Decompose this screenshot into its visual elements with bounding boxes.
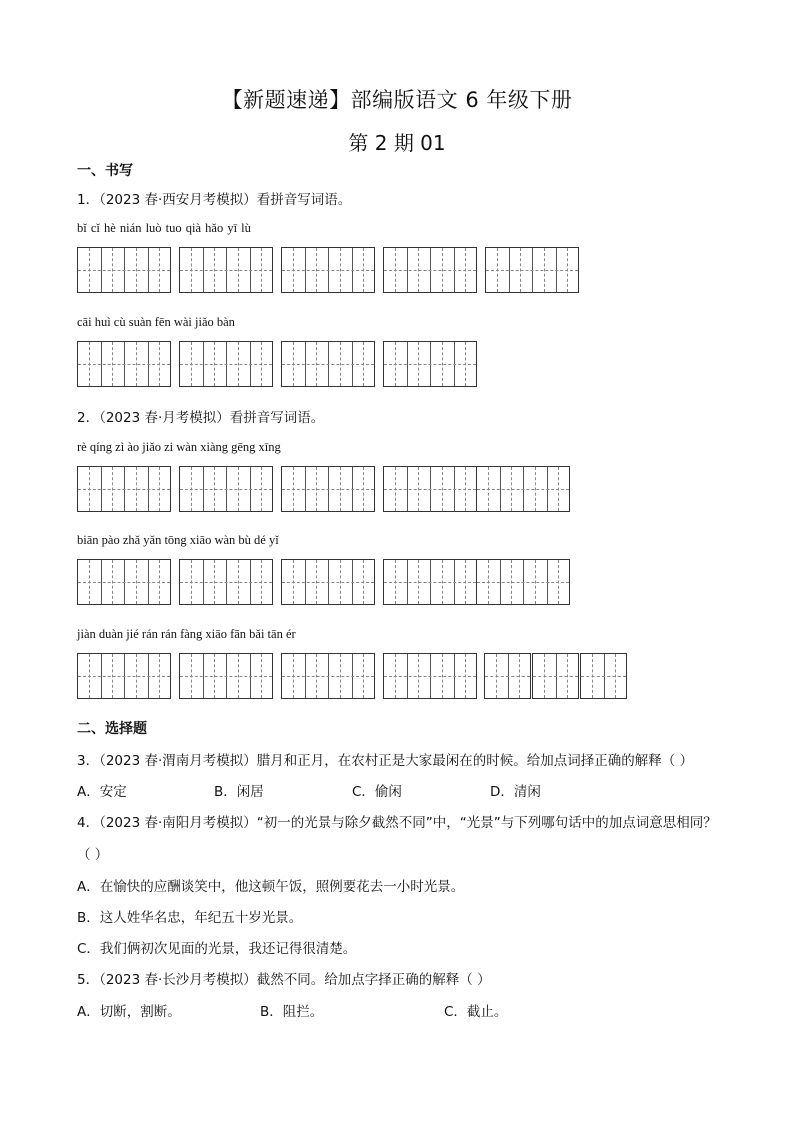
page-title: 【新题速递】部编版语文 6 年级下册 bbox=[221, 88, 573, 112]
writing-box[interactable] bbox=[383, 466, 477, 512]
writing-box[interactable] bbox=[281, 341, 375, 387]
writing-box[interactable] bbox=[485, 247, 579, 293]
q4-option-c[interactable]: C．我们俩初次见面的光景，我还记得很清楚。 bbox=[77, 941, 357, 957]
q3-option-c[interactable]: C．偷闲 bbox=[352, 784, 402, 800]
q5-option-a[interactable]: A．切断，割断。 bbox=[77, 1004, 181, 1020]
question-2-stem: 2．（2023 春·月考模拟）看拼音写词语。 bbox=[77, 410, 325, 426]
writing-box[interactable] bbox=[77, 466, 171, 512]
writing-box[interactable] bbox=[383, 247, 477, 293]
q5-option-b[interactable]: B．阻拦。 bbox=[260, 1004, 324, 1020]
q3-option-a[interactable]: A．安定 bbox=[77, 784, 127, 800]
q4-option-b[interactable]: B．这人姓华名忠，年纪五十岁光景。 bbox=[77, 910, 303, 926]
writing-box[interactable] bbox=[179, 466, 273, 512]
question-4-stem: 4．（2023 春·南阳月考模拟）“初一的光景与除夕截然不同”中，“光景”与下列哪句话中的加点词意思相同？ bbox=[77, 815, 717, 831]
writing-box[interactable] bbox=[179, 341, 273, 387]
q1-pinyin-row-1: bǐ cǐ hè nián luò tuo qià hǎo yī lù bbox=[77, 221, 251, 235]
writing-box[interactable] bbox=[281, 466, 375, 512]
writing-box[interactable] bbox=[179, 653, 273, 699]
writing-box[interactable] bbox=[77, 559, 171, 605]
q4-answer-paren: （ ） bbox=[77, 847, 109, 863]
writing-box[interactable] bbox=[383, 559, 477, 605]
writing-box[interactable] bbox=[179, 247, 273, 293]
section-heading-writing: 一、书写 bbox=[77, 163, 133, 179]
q2-pinyin-row-3: jiàn duàn jié rán rán fàng xiāo fān bǎi tān ér bbox=[77, 627, 296, 641]
writing-box[interactable] bbox=[532, 653, 579, 699]
writing-box[interactable] bbox=[484, 653, 531, 699]
writing-box[interactable] bbox=[476, 466, 570, 512]
q4-option-a[interactable]: A．在愉快的应酬谈笑中，他这顿午饭，照例要花去一小时光景。 bbox=[77, 879, 465, 895]
q3-option-b[interactable]: B．闲居 bbox=[214, 784, 264, 800]
section-heading-choice: 二、选择题 bbox=[77, 721, 147, 737]
writing-box[interactable] bbox=[77, 341, 171, 387]
writing-box[interactable] bbox=[179, 559, 273, 605]
question-1-stem: 1．（2023 春·西安月考模拟）看拼音写词语。 bbox=[77, 192, 352, 208]
question-3-stem: 3．（2023 春·渭南月考模拟）腊月和正月，在农村正是大家最闲在的时候。给加点词择正确的解释（ ） bbox=[77, 753, 694, 769]
writing-box[interactable] bbox=[580, 653, 627, 699]
writing-box[interactable] bbox=[281, 559, 375, 605]
issue-subtitle: 第 2 期 01 bbox=[348, 131, 446, 155]
q2-pinyin-row-1: rè qíng zì ào jiǎo zi wàn xiàng gēng xīng bbox=[77, 440, 281, 454]
writing-box[interactable] bbox=[476, 559, 570, 605]
writing-box[interactable] bbox=[281, 247, 375, 293]
q3-option-d[interactable]: D．清闲 bbox=[490, 784, 541, 800]
writing-box[interactable] bbox=[77, 653, 171, 699]
writing-box[interactable] bbox=[383, 653, 477, 699]
q2-pinyin-row-2: biān pào zhǎ yǎn tōng xiāo wàn bù dé yǐ bbox=[77, 533, 279, 547]
q5-option-c[interactable]: C．截止。 bbox=[444, 1004, 508, 1020]
writing-box[interactable] bbox=[383, 341, 477, 387]
writing-box[interactable] bbox=[77, 247, 171, 293]
question-5-stem: 5．（2023 春·长沙月考模拟）截然不同。给加点字择正确的解释（ ） bbox=[77, 972, 491, 988]
writing-box[interactable] bbox=[281, 653, 375, 699]
q1-pinyin-row-2: cāi huì cù suàn fēn wài jiǎo bàn bbox=[77, 315, 235, 329]
